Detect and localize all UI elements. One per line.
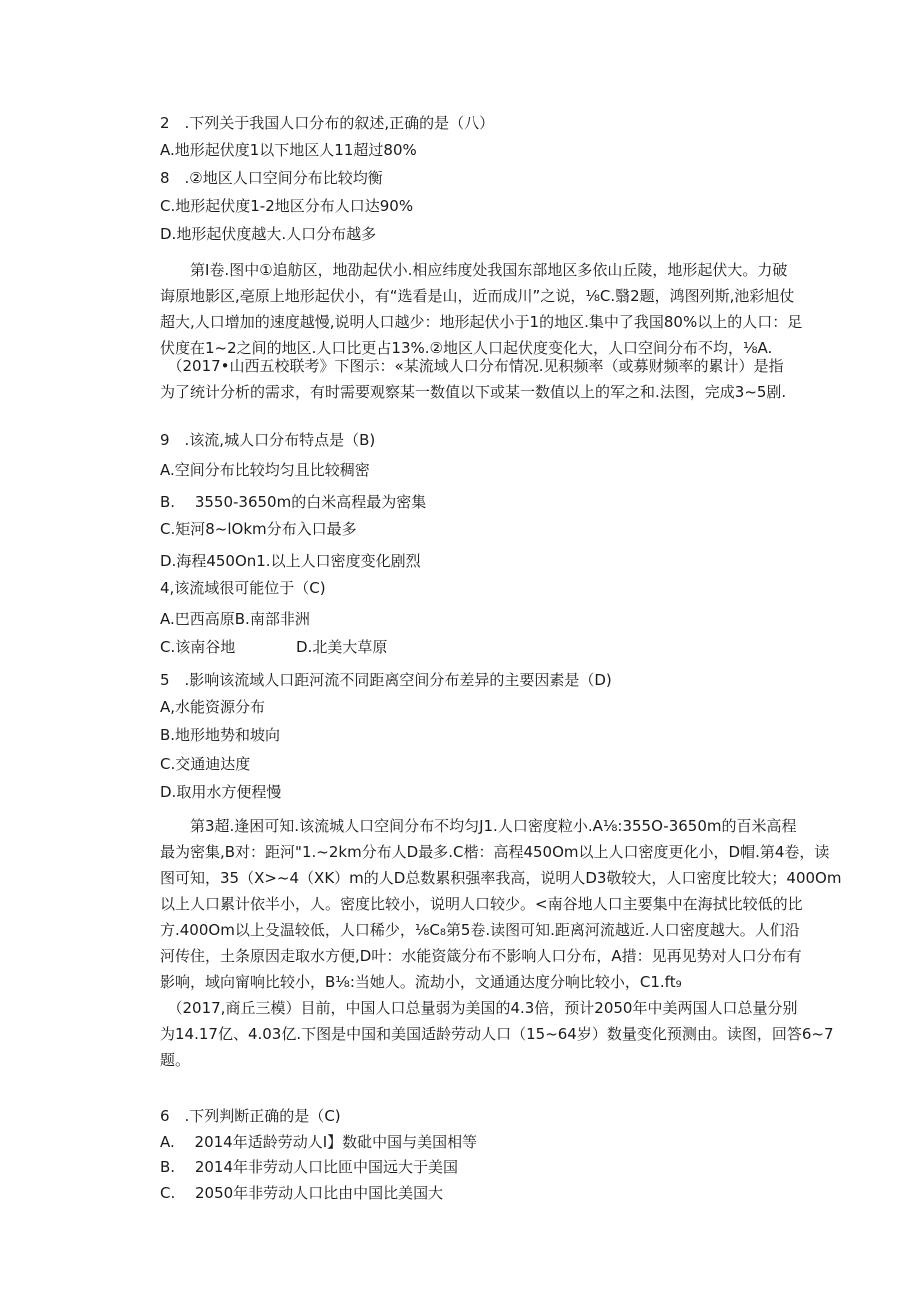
explanation-2	[160, 813, 842, 995]
question-2: 2 .下列关于我国人口分布的叙述,正确的是（八）	[160, 114, 495, 132]
explanation-1-line: 伏度在1~2之间的地区.人口比更占13%.②地区人口起伏度变化大，人口空间分布不均，⅛A.	[160, 339, 773, 357]
option-9a: A.空间分布比较均匀且比较稠密	[160, 461, 370, 479]
explanation-1-line: 第I卷.图中①追舫区，地劭起伏小.相应纬度处我国东部地区多依山丘陵，地形起伏大。力破	[160, 261, 788, 279]
explanation-1	[160, 257, 803, 361]
option-4ab: A.巴西高原B.南部非洲	[160, 610, 310, 628]
option-2a: A.地形起伏度1以下地区人11超过80%	[160, 141, 417, 159]
option-6c: C. 2050年非劳动人口比由中国比美国大	[160, 1184, 444, 1202]
option-9d: D.海程450On1.以上人口密度变化剧烈	[160, 552, 421, 570]
explanation-2-line: 河传住，土条原因走取水方便,D叶：水能资箴分布不影响人口分布，A措：见再见势对人口分布有	[160, 947, 802, 965]
option-5a: A,水能资源分布	[160, 698, 266, 716]
option-2c: C.地形起伏度1-2地区分布人口达90%	[160, 197, 414, 215]
option-9b: B. 3550-3650m的白米高程最为密集	[160, 493, 427, 511]
option-6b: B. 2014年非劳动人口比匝中国远大于美国	[160, 1158, 459, 1176]
explanation-2-line: 第3超.逢困可知.该流城人口空间分布不均匀J1.人口密度粒小.A⅛:355O-3650m的百米高程	[160, 817, 797, 835]
option-4d: D.北美大草原	[296, 638, 388, 656]
explanation-1-line: 诲原地影区,亳原上地形起伏小，有“选看是山，近而成川”之说，⅛C.翳2题，鸿图列斯,池彩旭仗	[160, 287, 795, 305]
intro-2-line: 为了统计分析的需求，有时需要观察某一数值以下或某一数值以上的军之和.法图，完成3~5剧.	[160, 383, 787, 401]
intro-2-line: （2017•山西五校联考》下图示：«某流域人口分布情况.见积频率（或募财频率的累计）是指	[160, 357, 784, 375]
option-5d: D.取用水方便程慢	[160, 783, 282, 801]
option-6a: A. 2014年适龄劳动人I】数砒中国与美国相等	[160, 1133, 478, 1151]
option-5c: C.交通迪达度	[160, 755, 251, 773]
option-5b: B.地形地势和坡向	[160, 726, 281, 744]
intro-2	[160, 353, 787, 405]
explanation-2-line: 图可知，35（X>~4（XK）m的人D总数累积强率我高，说明人D3敬较大，人口密度比较大；400Om	[160, 869, 842, 887]
explanation-2-line: 影响，域向甯响比较小，B⅛:当她人。流劫小，文通通达度分响比较小，C1.ft₉	[160, 973, 682, 991]
question-9: 9 .该流,城人口分布特点是（B)	[160, 431, 376, 449]
intro-3-line: 题。	[160, 1051, 191, 1069]
option-2d: D.地形起伏度越大.人口分布越多	[160, 225, 377, 243]
question-6: 6 .下列判断正确的是（C)	[160, 1107, 341, 1125]
intro-3-line: （2017,商丘三模）目前，中国人口总量弱为美国的4.3倍，预计2050年中美两国人口总量分别	[160, 999, 798, 1017]
explanation-2-line: 最为密集,B对：距河"1.~2km分布人D最多.C楷：高程450Om以上人口密度更化小，D帽.第4卷，读	[160, 843, 830, 861]
option-2b: 8 .②地区人口空间分布比较均衡	[160, 169, 383, 187]
intro-3-line: 为14.17亿、4.03亿.下图是中国和美国适龄劳动人口（15~64岁）数量变化预测由。读图，回答6~7	[160, 1025, 834, 1043]
question-5: 5 .影响该流域人口距河流不同距离空间分布差异的主要因素是（D)	[160, 671, 612, 689]
explanation-1-line: 超大,人口增加的速度越慢,说明人口越少：地形起伏小于1的地区.集中了我国80%以上的人口：足	[160, 313, 803, 331]
question-4: 4,该流域很可能位于（C)	[160, 579, 326, 597]
option-9c: C.矩河8~lOkm分布入口最多	[160, 520, 357, 538]
explanation-2-line: 方.400Om以上殳温较低，人口稀少，⅛C₈第5卷.读图可知.距离河流越近.人口密度越大。人们沿	[160, 921, 800, 939]
intro-3	[160, 995, 834, 1073]
explanation-2-line: 以上人口累计依半小，人。密度比较小，说明人口较少。<南谷地人口主要集中在海拭比较低的比	[160, 895, 803, 913]
option-4c: C.该南谷地	[160, 638, 236, 656]
